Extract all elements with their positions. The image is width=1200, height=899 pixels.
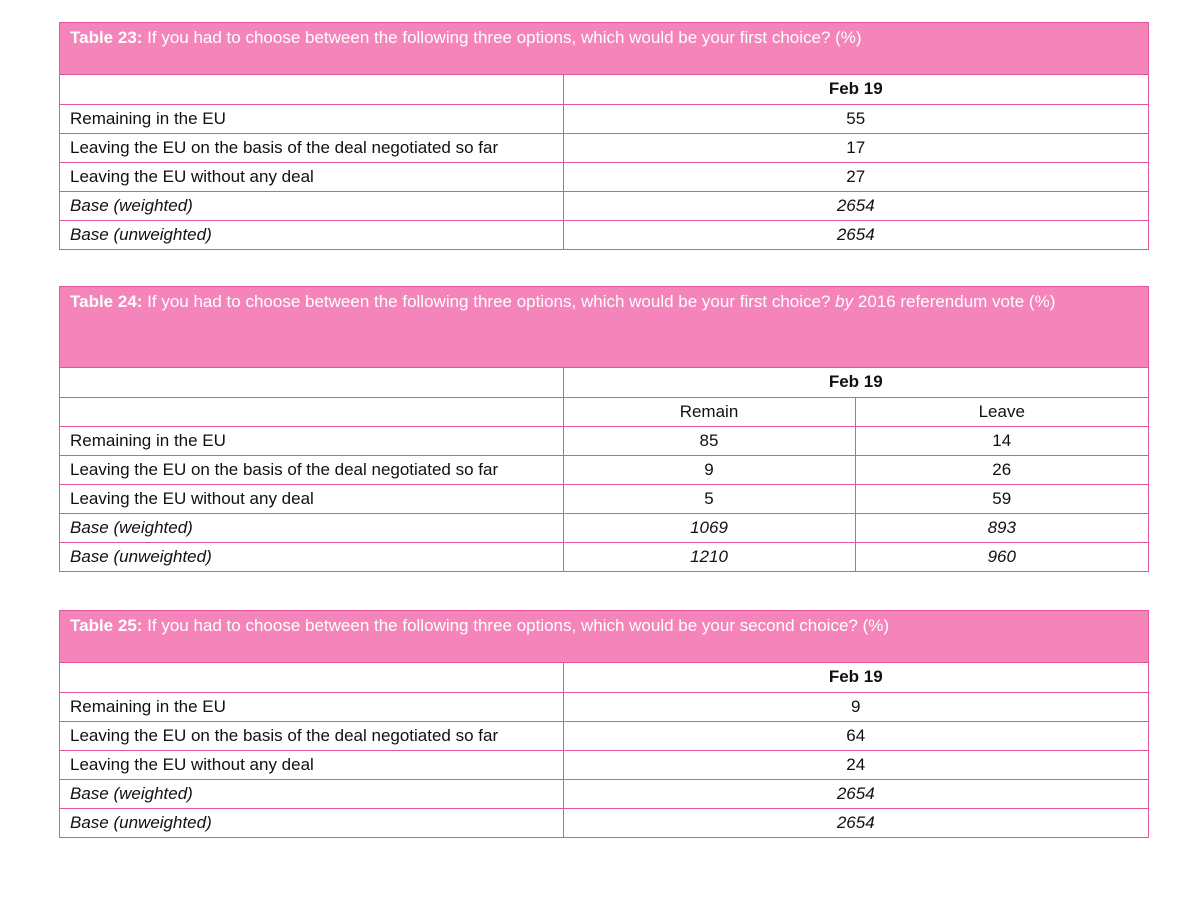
table-24 [59,286,1149,572]
data-table [60,663,1148,837]
row-value: 17 [563,133,1148,162]
row-label: Remaining in the EU [60,104,563,133]
row-value: 55 [563,104,1148,133]
row-value: 2654 [563,779,1148,808]
row-value: 27 [563,162,1148,191]
table-row [60,104,1148,133]
column-header: Feb 19 [563,75,1148,104]
table-row [60,542,1148,571]
table-row [60,484,1148,513]
row-label: Remaining in the EU [60,426,563,455]
table-row [60,750,1148,779]
subheader-row [60,397,1148,426]
table-number: Table 25: [70,616,143,635]
table-title [60,611,1148,663]
table-row [60,513,1148,542]
column-header: Feb 19 [563,663,1148,692]
table-question: If you had to choose between the following three options, which would be your first choice? (%) [147,28,862,47]
row-value: 2654 [563,191,1148,220]
subheader-remain: Remain [563,397,855,426]
table-title [60,23,1148,75]
row-label: Base (weighted) [60,779,563,808]
column-header: Feb 19 [563,368,1148,397]
table-row [60,455,1148,484]
row-label: Leaving the EU without any deal [60,484,563,513]
subheader-leave: Leave [855,397,1148,426]
table-question-by: by [835,292,854,311]
row-label: Leaving the EU on the basis of the deal negotiated so far [60,455,563,484]
row-label: Remaining in the EU [60,692,563,721]
table-row [60,721,1148,750]
table-row [60,133,1148,162]
row-value: 24 [563,750,1148,779]
table-row [60,692,1148,721]
remain-value: 1069 [563,513,855,542]
header-row [60,368,1148,397]
row-label: Base (unweighted) [60,220,563,249]
data-table [60,75,1148,249]
remain-value: 9 [563,455,855,484]
row-label: Base (unweighted) [60,542,563,571]
row-value: 2654 [563,220,1148,249]
header-row [60,663,1148,692]
table-number: Table 24: [70,292,143,311]
row-label: Leaving the EU on the basis of the deal negotiated so far [60,133,563,162]
table-title [60,287,1148,368]
row-value: 9 [563,692,1148,721]
header-row [60,75,1148,104]
table-question: If you had to choose between the following three options, which would be your first choice? [147,292,831,311]
row-value: 64 [563,721,1148,750]
data-table [60,368,1148,571]
table-row [60,779,1148,808]
row-label: Leaving the EU without any deal [60,162,563,191]
leave-value: 14 [855,426,1148,455]
leave-value: 59 [855,484,1148,513]
table-23 [59,22,1149,250]
remain-value: 1210 [563,542,855,571]
table-question: If you had to choose between the following three options, which would be your second choice? (%) [147,616,890,635]
leave-value: 26 [855,455,1148,484]
table-row [60,162,1148,191]
row-label: Base (weighted) [60,191,563,220]
table-question-suffix: 2016 referendum vote (%) [857,292,1056,311]
table-25 [59,610,1149,838]
table-row [60,808,1148,837]
table-number: Table 23: [70,28,143,47]
remain-value: 5 [563,484,855,513]
leave-value: 960 [855,542,1148,571]
row-label: Base (weighted) [60,513,563,542]
row-label: Leaving the EU without any deal [60,750,563,779]
row-label: Leaving the EU on the basis of the deal negotiated so far [60,721,563,750]
row-label: Base (unweighted) [60,808,563,837]
remain-value: 85 [563,426,855,455]
table-row [60,426,1148,455]
row-value: 2654 [563,808,1148,837]
table-row [60,220,1148,249]
table-row [60,191,1148,220]
leave-value: 893 [855,513,1148,542]
